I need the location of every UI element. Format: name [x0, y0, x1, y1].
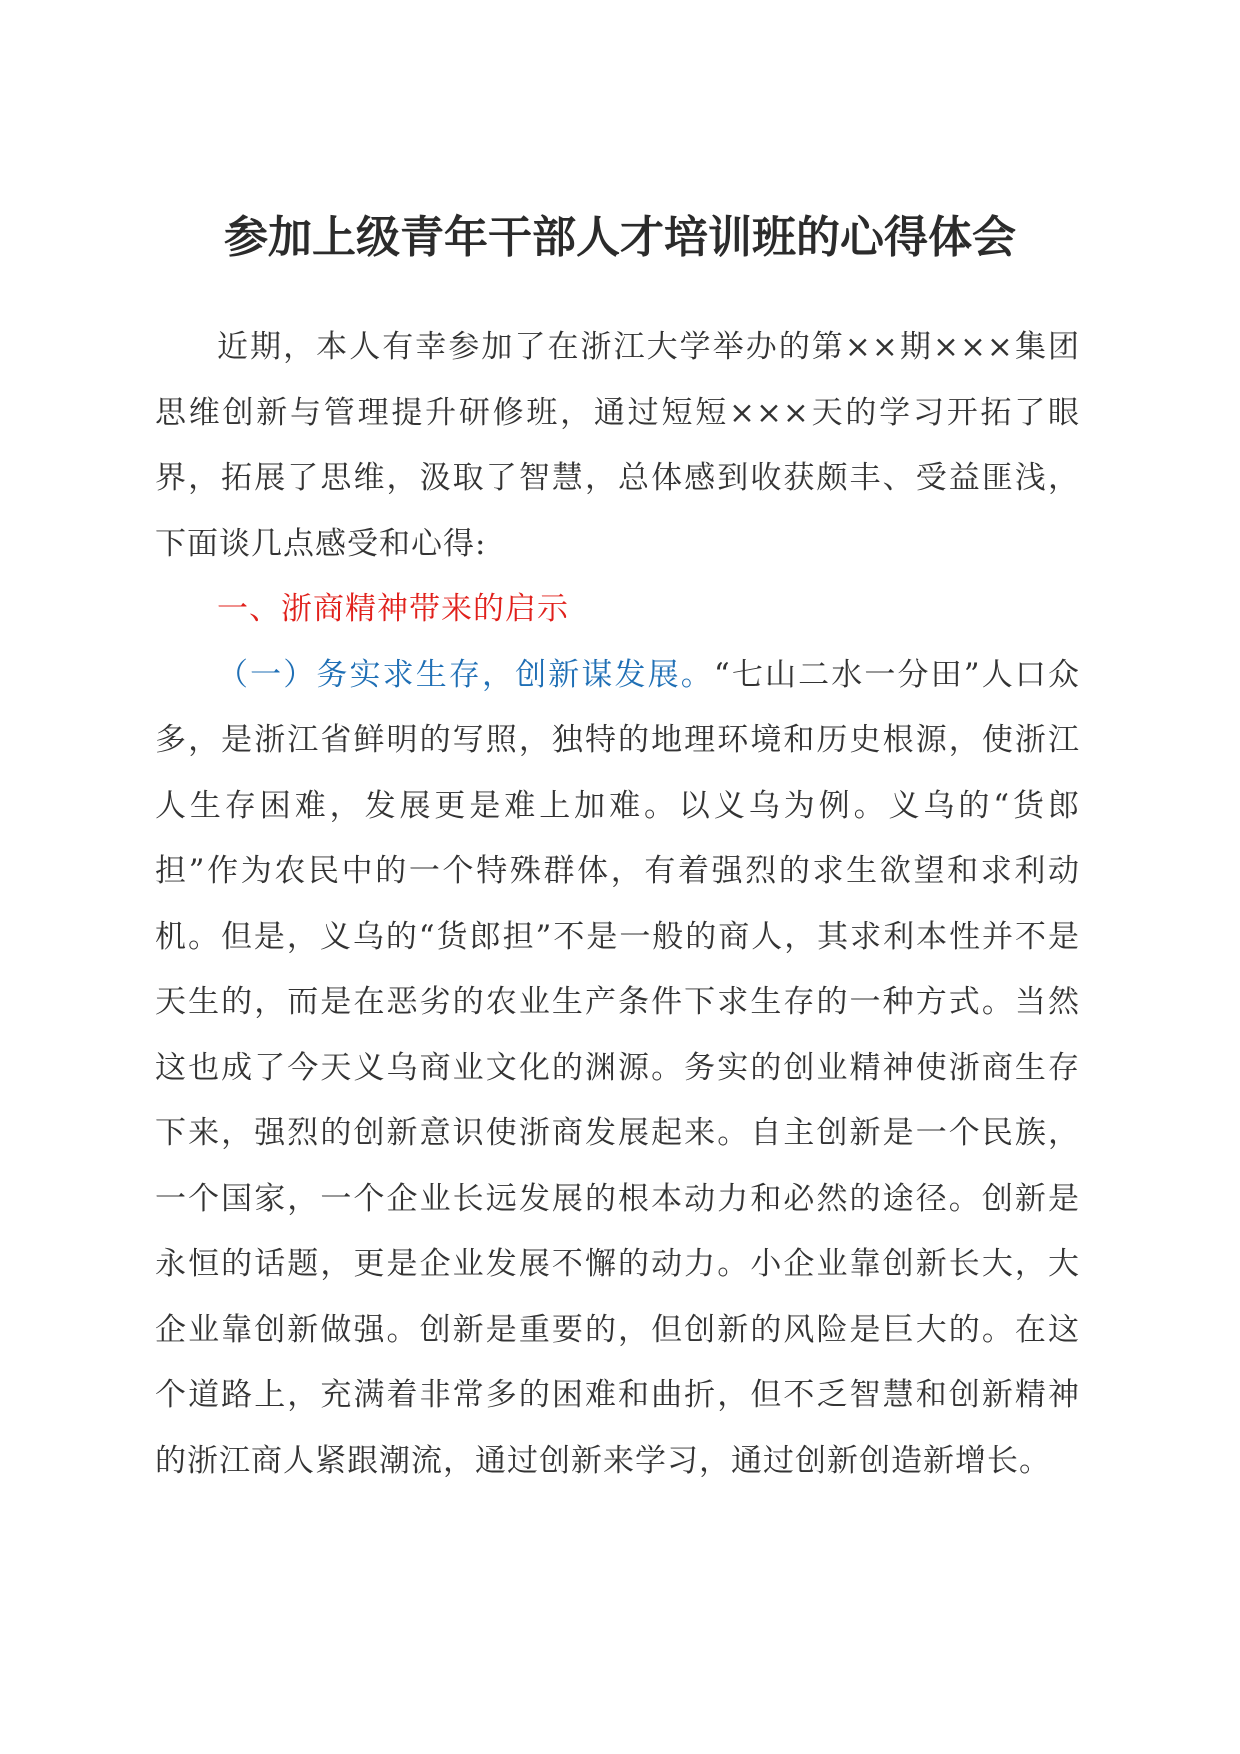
section-heading: 一、浙商精神带来的启示: [217, 591, 569, 627]
document-title: 参加上级青年干部人才培训班的心得体会: [224, 212, 1016, 263]
subsection-paragraph: [155, 643, 1080, 1495]
subsection-heading: （一）务实求生存，创新谋发展。: [217, 656, 714, 693]
intro-paragraph: 近期，本人有幸参加了在浙江大学举办的第××期×××集团思维创新与管理提升研修班，通过短短×××天的学习开拓了眼界，拓展了思维，汲取了智慧，总体感到收获颇丰、受益匪浅，下面谈几点感受和心得:: [155, 329, 1080, 562]
document-body: [155, 315, 1080, 1494]
subsection-text: “七山二水一分田”人口众多，是浙江省鲜明的写照，独特的地理环境和历史根源，使浙江人生存困难，发展更是难上加难。以义乌为例。义乌的“货郎担”作为农民中的一个特殊群体，有着强烈的求生欲望和求利动机。但是，义乌的“货郎担”不是一般的商人，其求利本性并不是天生的，而是在恶劣的农业生产条件下求生存的一种方式。当然这也成了今天义乌商业文化的渊源。务实的创业精神使浙商生存下来，强烈的创新意识使浙商发展起来。自主创新是一个民族，一个国家，一个企业长远发展的根本动力和必然的途径。创新是永恒的话题，更是企业发展不懈的动力。小企业靠创新长大，大企业靠创新做强。创新是重要的，但创新的风险是巨大的。在这个道路上，充满着非常多的困难和曲折，但不乏智慧和创新精神的浙江商人紧跟潮流，通过创新来学习，通过创新创造新增长。: [155, 656, 1080, 1479]
